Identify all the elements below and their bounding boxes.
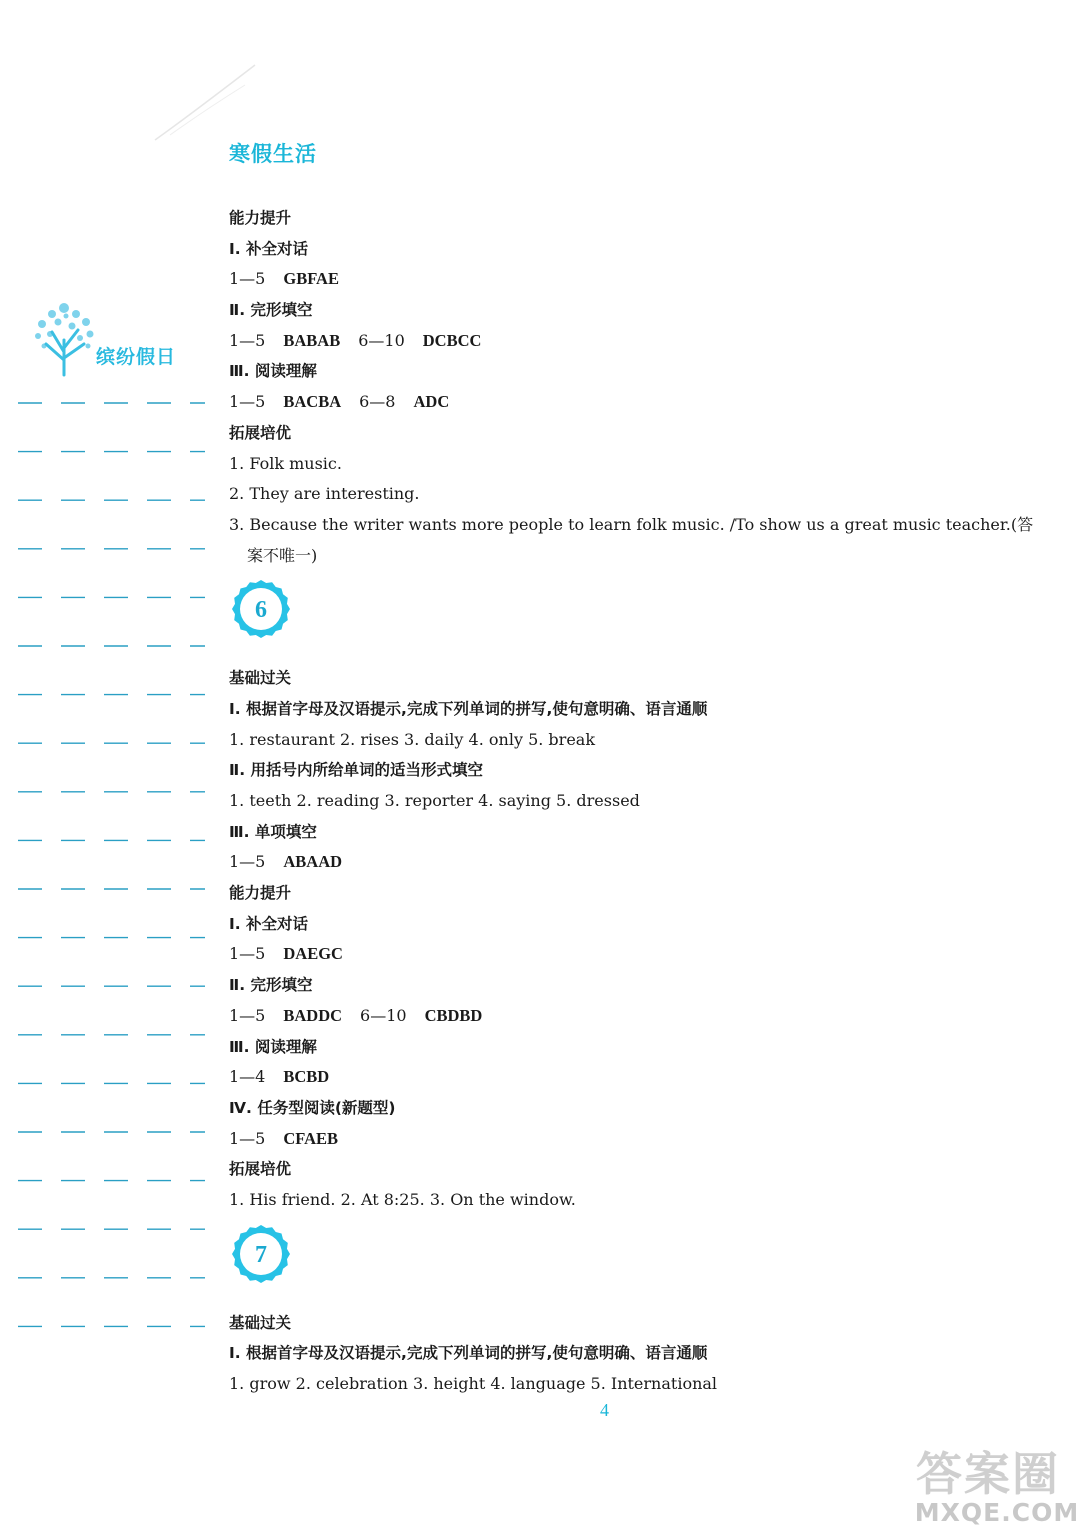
answer-text: 1. Folk music. bbox=[229, 453, 342, 473]
answer-range: 1—5 bbox=[229, 852, 266, 872]
answer-key-line bbox=[229, 387, 1029, 418]
section-heading: Ⅱ. 完形填空 bbox=[229, 301, 313, 320]
answer-letters: BABAB bbox=[283, 330, 341, 350]
section-heading: Ⅲ. 阅读理解 bbox=[229, 1037, 317, 1056]
section-heading: Ⅲ. 单项填空 bbox=[229, 822, 317, 841]
watermark-url: MXQE.COM bbox=[914, 1498, 1080, 1527]
sidebar-logo-text: 缤纷假日 bbox=[96, 346, 177, 368]
answer-text: 1. teeth 2. reading 3. reporter 4. saying 5. dressed bbox=[229, 791, 640, 810]
section-heading: Ⅳ. 任务型阅读(新题型) bbox=[229, 1098, 396, 1117]
answer-content bbox=[229, 203, 1034, 1400]
answer-range: 1—4 bbox=[229, 1067, 266, 1087]
answer-letters: GBFAE bbox=[283, 269, 339, 289]
section-heading: Ⅰ. 补全对话 bbox=[229, 914, 309, 933]
answer-text: 2. They are interesting. bbox=[229, 484, 420, 504]
badge-number: 7 bbox=[255, 1241, 267, 1268]
section-heading: Ⅰ. 根据首字母及汉语提示,完成下列单词的拼写,使句意明确、语言通顺 bbox=[229, 1344, 708, 1363]
answer-range: 1—5 bbox=[229, 330, 266, 350]
answer-key-line bbox=[229, 1124, 1029, 1155]
answer-key-line bbox=[229, 264, 1029, 295]
section-heading: 基础过关 bbox=[229, 1313, 292, 1332]
answer-range: 6—8 bbox=[359, 392, 396, 412]
badge-ring-icon bbox=[231, 1224, 291, 1284]
section-heading: Ⅱ. 完形填空 bbox=[229, 976, 313, 995]
section-heading: Ⅲ. 阅读理解 bbox=[229, 362, 317, 381]
answer-range: 1—5 bbox=[229, 392, 266, 412]
unit-number-badge bbox=[231, 1224, 287, 1280]
section-heading: 能力提升 bbox=[229, 209, 292, 227]
section-heading: Ⅱ. 用括号内所给单词的适当形式填空 bbox=[229, 761, 483, 780]
answer-range: 6—10 bbox=[360, 1005, 407, 1025]
answer-range: 1—5 bbox=[229, 944, 266, 964]
answer-letters: DCBCC bbox=[422, 330, 482, 350]
answer-letters: BACBA bbox=[283, 392, 342, 412]
answer-text: 1. grow 2. celebration 3. height 4. language 5. International bbox=[229, 1374, 718, 1393]
section-heading: Ⅰ. 补全对话 bbox=[229, 239, 309, 258]
answer-range: 1—5 bbox=[229, 269, 266, 289]
answer-text: 1. restaurant 2. rises 3. daily 4. only 5. break bbox=[229, 729, 596, 749]
page-title: 寒假生活 bbox=[229, 142, 317, 166]
answer-range: 1—5 bbox=[229, 1005, 266, 1025]
answer-letters: ABAAD bbox=[283, 852, 343, 872]
answer-key-line bbox=[229, 847, 1029, 878]
answer-letters: CFAEB bbox=[283, 1128, 339, 1148]
section-heading: 能力提升 bbox=[229, 884, 292, 903]
answer-range: 1—5 bbox=[229, 1128, 266, 1148]
answer-key-line bbox=[229, 1062, 1029, 1093]
page-number: 4 bbox=[600, 1400, 609, 1420]
answer-letters: DAEGC bbox=[283, 944, 343, 964]
section-heading: Ⅰ. 根据首字母及汉语提示,完成下列单词的拼写,使句意明确、语言通顺 bbox=[229, 699, 708, 718]
answer-key-line bbox=[229, 939, 1029, 970]
unit-badge-row bbox=[229, 1216, 1029, 1308]
answer-text: 1. His friend. 2. At 8:25. 3. On the window. bbox=[229, 1189, 576, 1209]
watermark bbox=[912, 1438, 1082, 1533]
unit-badge-row bbox=[229, 571, 1029, 663]
answer-text: 3. Because the writer wants more people to learn folk music. /To show us a great music teacher.(答 bbox=[229, 514, 1034, 534]
badge-ring-icon bbox=[231, 579, 291, 639]
answer-letters: CBDBD bbox=[424, 1005, 483, 1025]
answer-letters: BADDC bbox=[283, 1005, 343, 1025]
section-heading: 拓展培优 bbox=[229, 1160, 292, 1179]
answer-key-line bbox=[229, 1001, 1029, 1032]
answer-letters: ADC bbox=[413, 392, 450, 412]
answer-key-line bbox=[229, 326, 1029, 357]
dashed-guide-lines bbox=[0, 0, 220, 1536]
answer-text: 案不唯一) bbox=[247, 545, 318, 565]
section-heading: 拓展培优 bbox=[229, 423, 292, 442]
answer-range: 6—10 bbox=[358, 330, 405, 350]
watermark-logo-text: 答案圈 bbox=[916, 1447, 1060, 1501]
section-heading: 基础过关 bbox=[229, 669, 292, 688]
unit-number-badge bbox=[231, 579, 287, 635]
answer-letters: BCBD bbox=[283, 1067, 330, 1087]
badge-number: 6 bbox=[255, 597, 267, 624]
